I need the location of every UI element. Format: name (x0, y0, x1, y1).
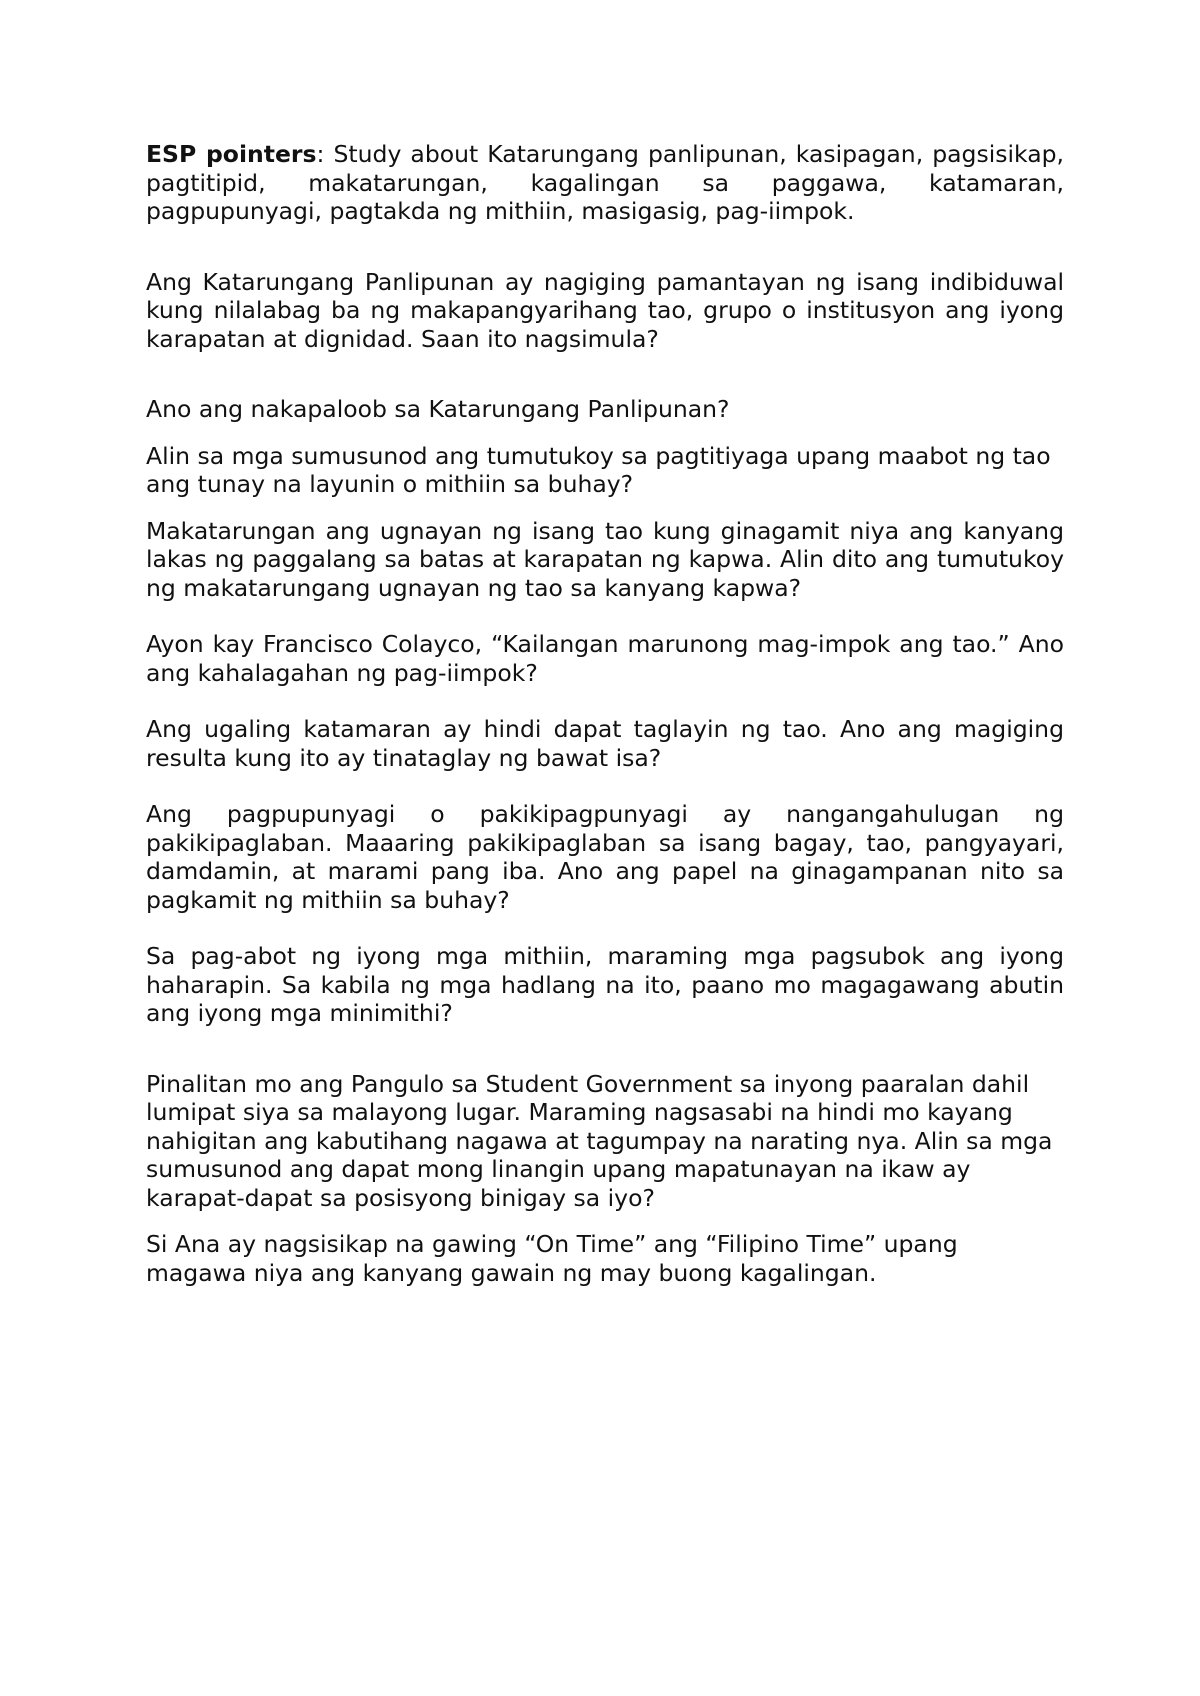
paragraph-pagtitiyaga: Alin sa mga sumusunod ang tumutukoy sa pagtitiyaga upang maabot ng tao ang tunay na layunin o mithiin sa buhay? (146, 441, 1051, 498)
paragraph-pagpupunyagi: Ang pagpupunyagi o pakikipagpunyagi ay nangangahulugan ng pakikipaglaban. Maaaring pakikipaglaban sa isang bagay, tao, pangyayari, damdamin, at marami pang iba. Ano ang papel na ginagampanan nito sa pagkamit ng mithiin sa buhay? (146, 800, 1064, 914)
paragraph-nakapaloob: Ano ang nakapaloob sa Katarungang Panlipunan? (146, 395, 730, 423)
paragraph-filipino-time: Si Ana ay nagsisikap na gawing “On Time” ang “Filipino Time” upang magawa niya ang kanyang gawain ng may buong kagalingan. (146, 1230, 958, 1287)
pointers-label: ESP pointers (146, 140, 317, 168)
paragraph-makatarungan: Makatarungan ang ugnayan ng isang tao kung ginagamit niya ang kanyang lakas ng paggalang sa batas at karapatan ng kapwa. Alin dito ang tumutukoy ng makatarungang ugnayan ng tao sa kanyang kapwa? (146, 516, 1064, 602)
paragraph-katamaran: Ang ugaling katamaran ay hindi dapat taglayin ng tao. Ano ang magiging resulta kung ito ay tinataglay ng bawat isa? (146, 715, 1064, 772)
paragraph-pag-iimpok: Ayon kay Francisco Colayco, “Kailangan marunong mag-impok ang tao.” Ano ang kahalagahan ng pag-iimpok? (146, 630, 1064, 687)
document-body (146, 140, 1064, 1287)
pointers-text: Study about Katarungang panlipunan, kasipagan, pagsisikap, pagtitipid, makatarungan, kagalingan sa paggawa, katamaran, pagpupunyagi, pagtakda ng mithiin, masigasig, pag-iimpok. (146, 140, 1064, 225)
pointers-paragraph (146, 140, 1064, 226)
pointers-colon: : (316, 140, 325, 168)
paragraph-katarungang-panlipunan: Ang Katarungang Panlipunan ay nagiging pamantayan ng isang indibiduwal kung nilalabag ba ng makapangyarihang tao, grupo o institusyon ang iyong karapatan at dignidad. Saan ito nagsimula? (146, 267, 1064, 353)
paragraph-student-government: Pinalitan mo ang Pangulo sa Student Government sa inyong paaralan dahil lumipat siya sa malayong lugar. Maraming nagsasabi na hindi mo kayang nahigitan ang kabutihang nagawa at tagumpay na narating nya. Alin sa mga sumusunod ang dapat mong linangin upang mapatunayan na ikaw ay karapat-dapat sa posisyong binigay sa iyo? (146, 1069, 1053, 1212)
paragraph-pagsubok: Sa pag-abot ng iyong mga mithiin, maraming mga pagsubok ang iyong haharapin. Sa kabila ng mga hadlang na ito, paano mo magagawang abutin ang iyong mga minimithi? (146, 942, 1064, 1027)
